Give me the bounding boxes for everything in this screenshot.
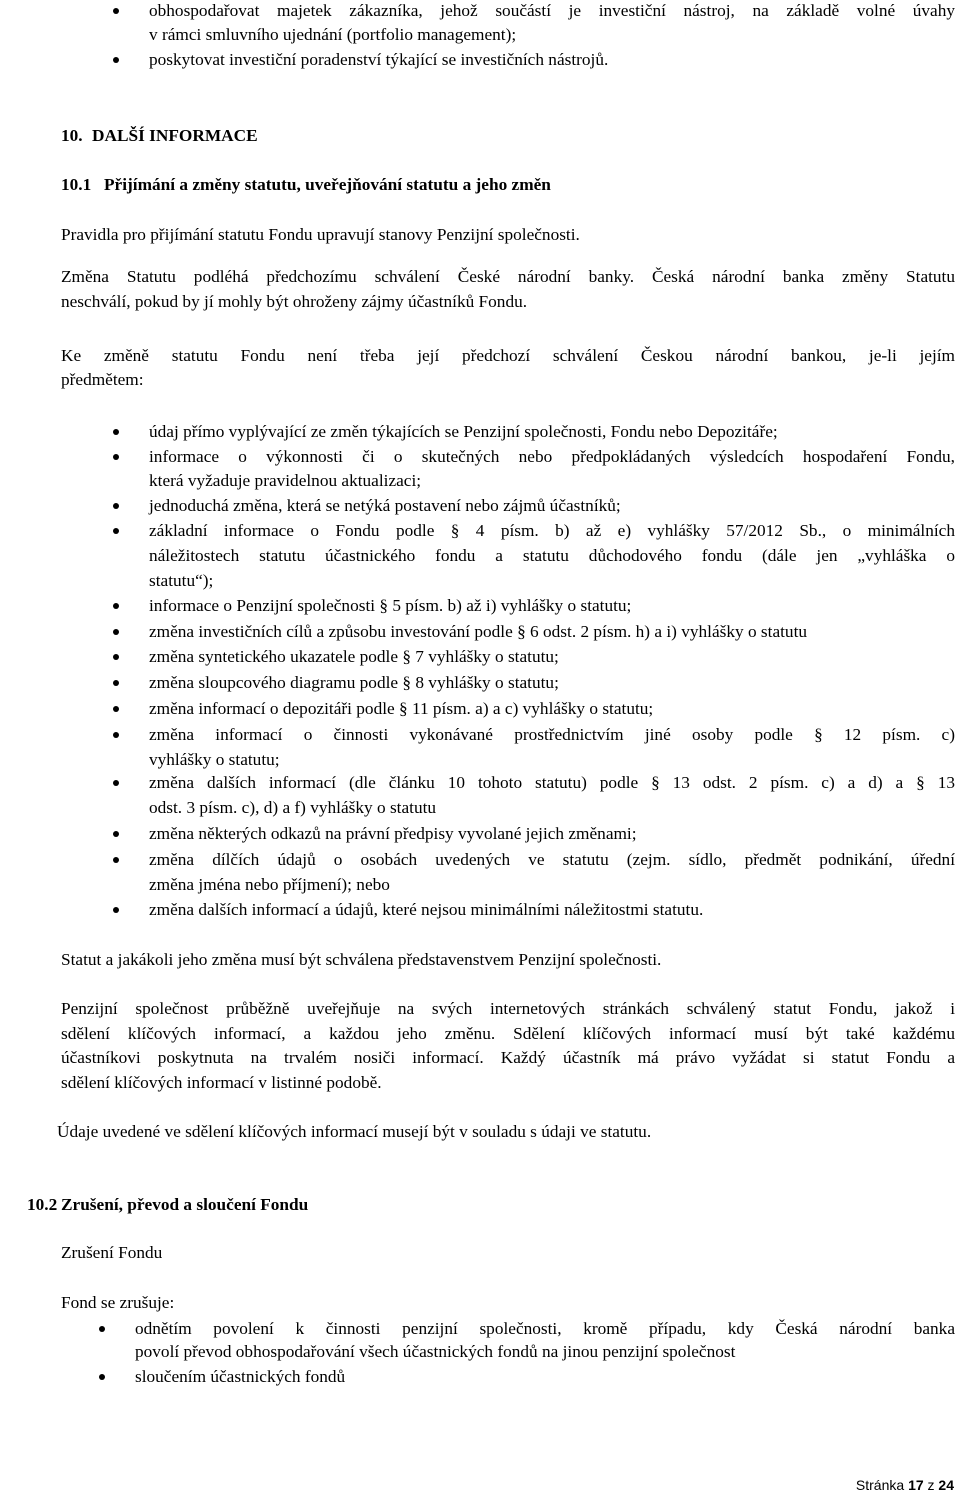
paragraph: Fond se zrušuje: [61,1293,175,1312]
bullet-icon [99,1374,105,1380]
paragraph: Údaje uvedené ve sdělení klíčových informací musejí být v souladu s údaji ve statutu. [57,1122,652,1141]
bullet-icon [113,654,119,660]
list-item-line: změna dalších informací (dle článku 10 tohoto statutu) podle § 13 odst. 2 písm. c) a d) a § 13 [149,773,955,792]
bullet-icon [113,629,119,635]
subsection-number: 10.1 [61,175,92,194]
paragraph-line: účastníkovi poskytnuta na trvalém nosiči informací. Každý účastník má právo vyžádat si statut Fondu a [61,1048,955,1067]
list-item-line: odst. 3 písm. c), d) a f) vyhlášky o statutu [149,798,437,817]
footer-page-number: 17 [908,1477,924,1493]
list-item-line: změna některých odkazů na právní předpisy vyvolané jejich změnami; [149,824,637,843]
footer-of: z [927,1477,935,1493]
bullet-icon [113,907,119,913]
section-number: 10. [61,126,83,145]
list-item-line: změna informací o činnosti vykonávané prostřednictvím jiné osoby podle § 12 písm. c) [149,725,955,744]
bullet-icon [113,454,119,460]
bullet-icon [113,732,119,738]
paragraph-line: sdělení klíčových informací, a každou jeho změnu. Sdělení klíčových informací musí být také každému [61,1024,955,1043]
footer-label: Stránka [855,1477,905,1493]
paragraph: Pravidla pro přijímání statutu Fondu upravují stanovy Penzijní společnosti. [61,225,580,244]
bullet-icon [113,780,119,786]
list-item-line: změna informací o depozitáři podle § 11 písm. a) a c) vyhlášky o statutu; [149,699,654,718]
list-item-line: změna jména nebo příjmení); nebo [149,875,390,894]
footer-page-total: 24 [938,1477,954,1493]
subsection-number: 10.2 [27,1195,58,1214]
list-item-line: změna investičních cílů a způsobu investování podle § 6 odst. 2 písm. h) a i) vyhlášky o statutu [149,622,808,641]
bullet-icon [113,429,119,435]
section-title: DALŠÍ INFORMACE [92,126,258,145]
list-item-line: změna sloupcového diagramu podle § 8 vyhlášky o statutu; [149,673,559,692]
list-item-line: údaj přímo vyplývající ze změn týkajících se Penzijní společnosti, Fondu nebo Depozitáře; [149,422,778,441]
subsection-title: Zrušení, převod a sloučení Fondu [61,1195,309,1214]
top-bullet-line: obhospodařovat majetek zákazníka, jehož součástí je investiční nástroj, na základě volné úvahy [149,1,955,20]
list-item-line: změna syntetického ukazatele podle § 7 vyhlášky o statutu; [149,647,559,666]
bullet-icon [113,503,119,509]
paragraph-line: Změna Statutu podléhá předchozímu schválení České národní banky. Česká národní banka změny Statutu [61,267,955,286]
list-item-line: statutu“); [149,571,214,590]
bullet-icon [113,857,119,863]
list-item-line: informace o Penzijní společnosti § 5 písm. b) až i) vyhlášky o statutu; [149,596,632,615]
subheading: Zrušení Fondu [61,1243,163,1262]
bullet-icon [113,603,119,609]
bullet-icon [113,706,119,712]
bullet-line: odnětím povolení k činnosti penzijní společnosti, kromě případu, kdy Česká národní banka [135,1319,955,1338]
bullet-icon [113,831,119,837]
list-item-line: která vyžaduje pravidelnou aktualizaci; [149,471,422,490]
top-bullet-line: poskytovat investiční poradenství týkající se investičních nástrojů. [149,50,609,69]
list-item-line: vyhlášky o statutu; [149,750,280,769]
bullet-line: sloučením účastnických fondů [135,1367,346,1386]
top-bullet-line: v rámci smluvního ujednání (portfolio management); [149,25,517,44]
subsection-title: Přijímání a změny statutu, uveřejňování statutu a jeho změn [104,175,551,194]
paragraph: Statut a jakákoli jeho změna musí být schválena představenstvem Penzijní společnosti. [61,950,662,969]
bullet-icon [113,528,119,534]
bullet-icon [113,57,119,63]
list-item-line: základní informace o Fondu podle § 4 písm. b) až e) vyhlášky 57/2012 Sb., o minimálních [149,521,955,540]
list-item-line: informace o výkonnosti či o skutečných nebo předpokládaných výsledcích hospodaření Fondu, [149,447,955,466]
bullet-line: povolí převod obhospodařování všech účastnických fondů na jinou penzijní společnost [135,1342,736,1361]
bullet-icon [113,8,119,14]
list-item-line: náležitostech statutu účastnického fondu a statutu důchodového fondu (dále jen „vyhláška o [149,546,955,565]
paragraph-line: neschválí, pokud by jí mohly být ohroženy zájmy účastníků Fondu. [61,292,528,311]
list-item-line: změna dalších informací a údajů, které nejsou minimálními náležitostmi statutu. [149,900,704,919]
paragraph-line: předmětem: [61,370,144,389]
list-item-line: změna dílčích údajů o osobách uvedených ve statutu (zejm. sídlo, předmět podnikání, úřední [149,850,955,869]
bullet-icon [99,1326,105,1332]
paragraph-line: Ke změně statutu Fondu není třeba její předchozí schválení Českou národní bankou, je-li jejím [61,346,955,365]
paragraph-line: Penzijní společnost průběžně uveřejňuje na svých internetových stránkách schválený statut Fondu, jakož i [61,999,955,1018]
page-footer [856,1477,954,1493]
paragraph-line: sdělení klíčových informací v listinné podobě. [61,1073,382,1092]
bullet-icon [113,680,119,686]
list-item-line: jednoduchá změna, která se netýká postavení nebo zájmů účastníků; [149,496,621,515]
